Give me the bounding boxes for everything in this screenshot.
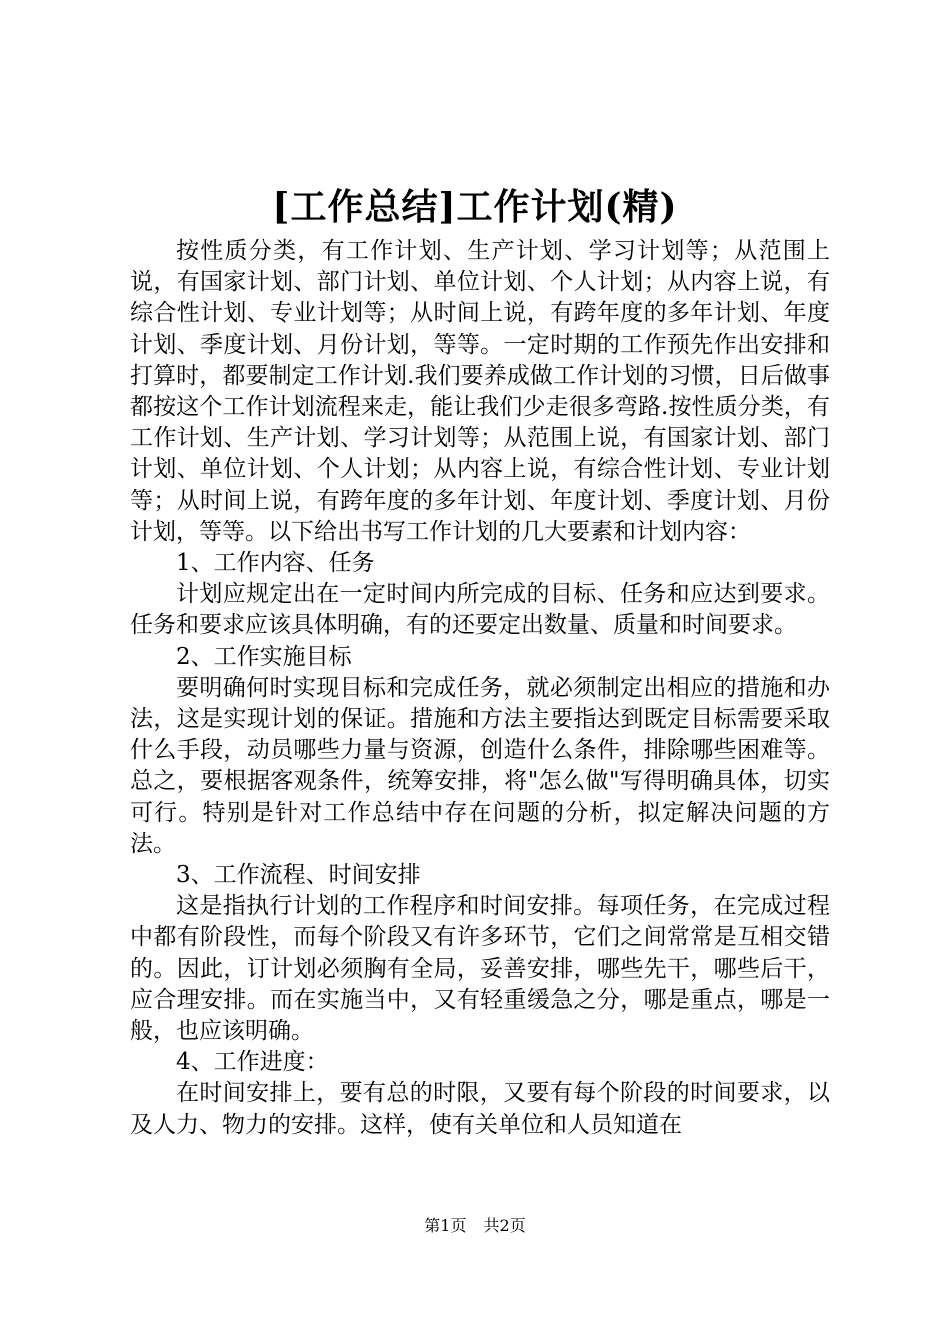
page-number-current: 第1页 [424,1216,467,1235]
page-number-total: 共2页 [483,1216,526,1235]
section-heading-3: 3、工作流程、时间安排 [176,862,421,889]
paragraph-section-2: 要明确何时实现目标和完成任务，就必须制定出相应的措施和办法，这是实现计划的保证。措施和方法主要指达到既定目标需要采取什么手段，动员哪些力量与资源，创造什么条件，排除哪些困难等。总之，要根据客观条件，统筹安排，将"怎么做"写得明确具体，切实可行。特别是针对工作总结中存在问题的分析，拟定解决问题的方法。 [130,674,830,857]
paragraph-intro: 按性质分类，有工作计划、生产计划、学习计划等；从范围上说，有国家计划、部门计划、单位计划、个人计划；从内容上说，有综合性计划、专业计划等；从时间上说，有跨年度的多年计划、年度计划、季度计划、月份计划，等等。一定时期的工作预先作出安排和打算时，都要制定工作计划.我们要养成做工作计划的习惯，日后做事都按这个工作计划流程来走，能让我们少走很多弯路.按性质分类，有工作计划、生产计划、学习计划等；从范围上说，有国家计划、部门计划、单位计划、个人计划；从内容上说，有综合性计划、专业计划等；从时间上说，有跨年度的多年计划、年度计划、季度计划、月份计划，等等。以下给出书写工作计划的几大要素和计划内容： [130,238,830,545]
section-heading-2: 2、工作实施目标 [176,643,352,670]
paragraph-section-1: 计划应规定出在一定时间内所完成的目标、任务和应达到要求。任务和要求应该具体明确，有的还要定出数量、质量和时间要求。 [130,581,830,639]
document-title: [工作总结]工作计划(精) [272,186,678,228]
paragraph-section-3: 这是指执行计划的工作程序和时间安排。每项任务，在完成过程中都有阶段性，而每个阶段又有许多环节，它们之间常常是互相交错的。因此，订计划必须胸有全局，妥善安排，哪些先干，哪些后干，应合理安排。而在实施当中，又有轻重缓急之分，哪是重点，哪是一般，也应该明确。 [130,893,830,1045]
document-body [130,236,830,1141]
page-footer [0,1216,950,1236]
section-heading-4: 4、工作进度： [176,1049,329,1076]
section-heading-1: 1、工作内容、任务 [176,550,375,577]
paragraph-section-4: 在时间安排上，要有总的时限，又要有每个阶段的时间要求，以及人力、物力的安排。这样，使有关单位和人员知道在 [130,1080,830,1138]
